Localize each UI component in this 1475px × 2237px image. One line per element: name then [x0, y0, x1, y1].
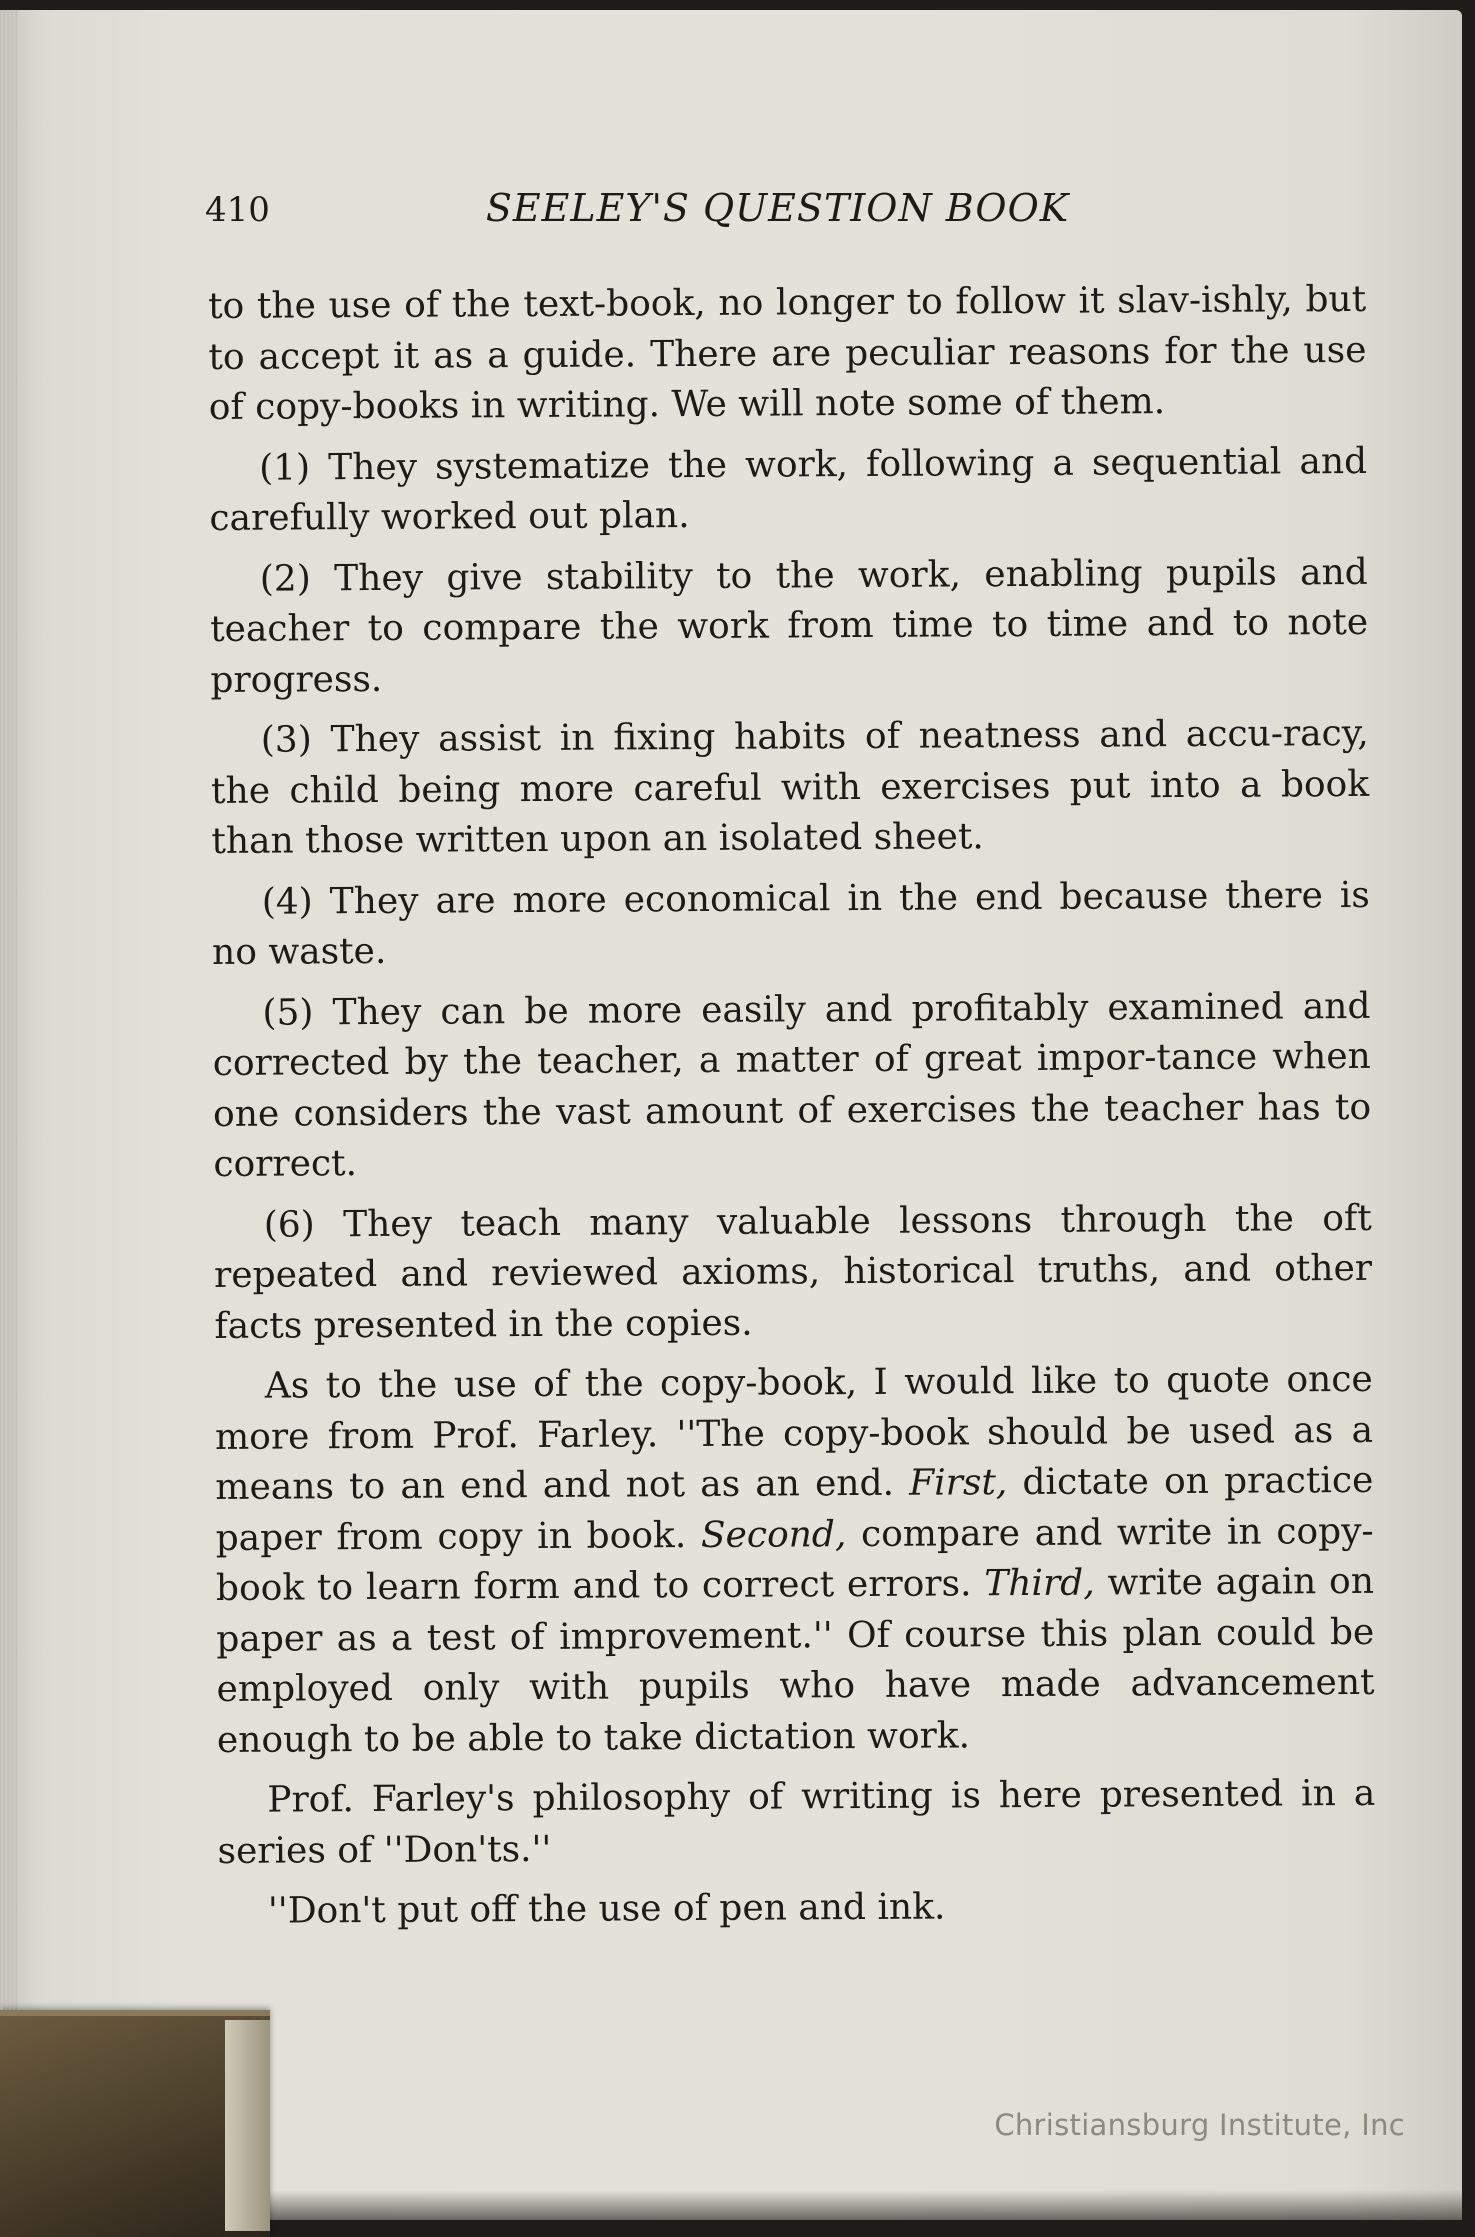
paragraph: (2) They give stability to the work, enabling pupils and teacher to compare the work from time to time and to note progress. — [209, 551, 1369, 701]
paragraph: (6) They teach many valuable lessons through the oft repeated and reviewed axioms, historical truths, and other facts presented in the copies. — [213, 1197, 1373, 1347]
paragraph: Prof. Farley's philosophy of writing is here presented in a series of ''Don'ts.'' — [217, 1772, 1376, 1872]
emphasis-third: Third, — [984, 1562, 1095, 1605]
quote-text: compare and write in copy-book to learn form and to correct errors. — [215, 1510, 1374, 1609]
quote-text: write again on paper as a test of improvement.'' Of course this plan could be employed only with pupils who have made advancement enough to be able to take dictation work. — [216, 1560, 1375, 1761]
book-spine-edge — [225, 2020, 270, 2231]
page-edge — [0, 10, 18, 2010]
emphasis-first: First, — [909, 1462, 1008, 1504]
page-header — [205, 178, 1350, 238]
paragraph: (4) They are more economical in the end because there is no waste. — [211, 874, 1370, 973]
running-title: SEELEY'S QUESTION BOOK — [485, 186, 1070, 230]
quote-text: dictate on practice paper from copy in book. — [215, 1459, 1374, 1559]
quote-text: As to the use of the copy-book, I would like to quote once more from Prof. Farley. ''The copy-book should be used as a means to an end and not as an end. — [214, 1358, 1374, 1508]
paragraph: ''Don't put off the use of pen and ink. — [267, 1886, 946, 1932]
paragraph: (3) They assist in fixing habits of neatness and accu-racy, the child being more careful with exercises put into a book than those written upon an isolated sheet. — [210, 712, 1370, 862]
page-number: 410 — [205, 190, 270, 230]
emphasis-second: Second, — [700, 1513, 847, 1556]
body-text — [208, 275, 1376, 1948]
watermark: Christiansburg Institute, Inc — [994, 2108, 1405, 2142]
page-bottom-shadow — [270, 2190, 1475, 2231]
paragraph: (1) They systematize the work, following a sequential and carefully worked out plan. — [209, 440, 1368, 539]
paragraph: (5) They can be more easily and profitably examined and corrected by the teacher, a matter of great impor-tance when one considers the vast amount of exercises the teacher has to correct. — [212, 985, 1372, 1185]
paragraph: to the use of the text-book, no longer to follow it slav-ishly, but to accept it as a guide. There are peculiar reasons for the use of copy-books in writing. We will note some of them. — [208, 278, 1367, 428]
quote-paragraph — [215, 1355, 1375, 1766]
